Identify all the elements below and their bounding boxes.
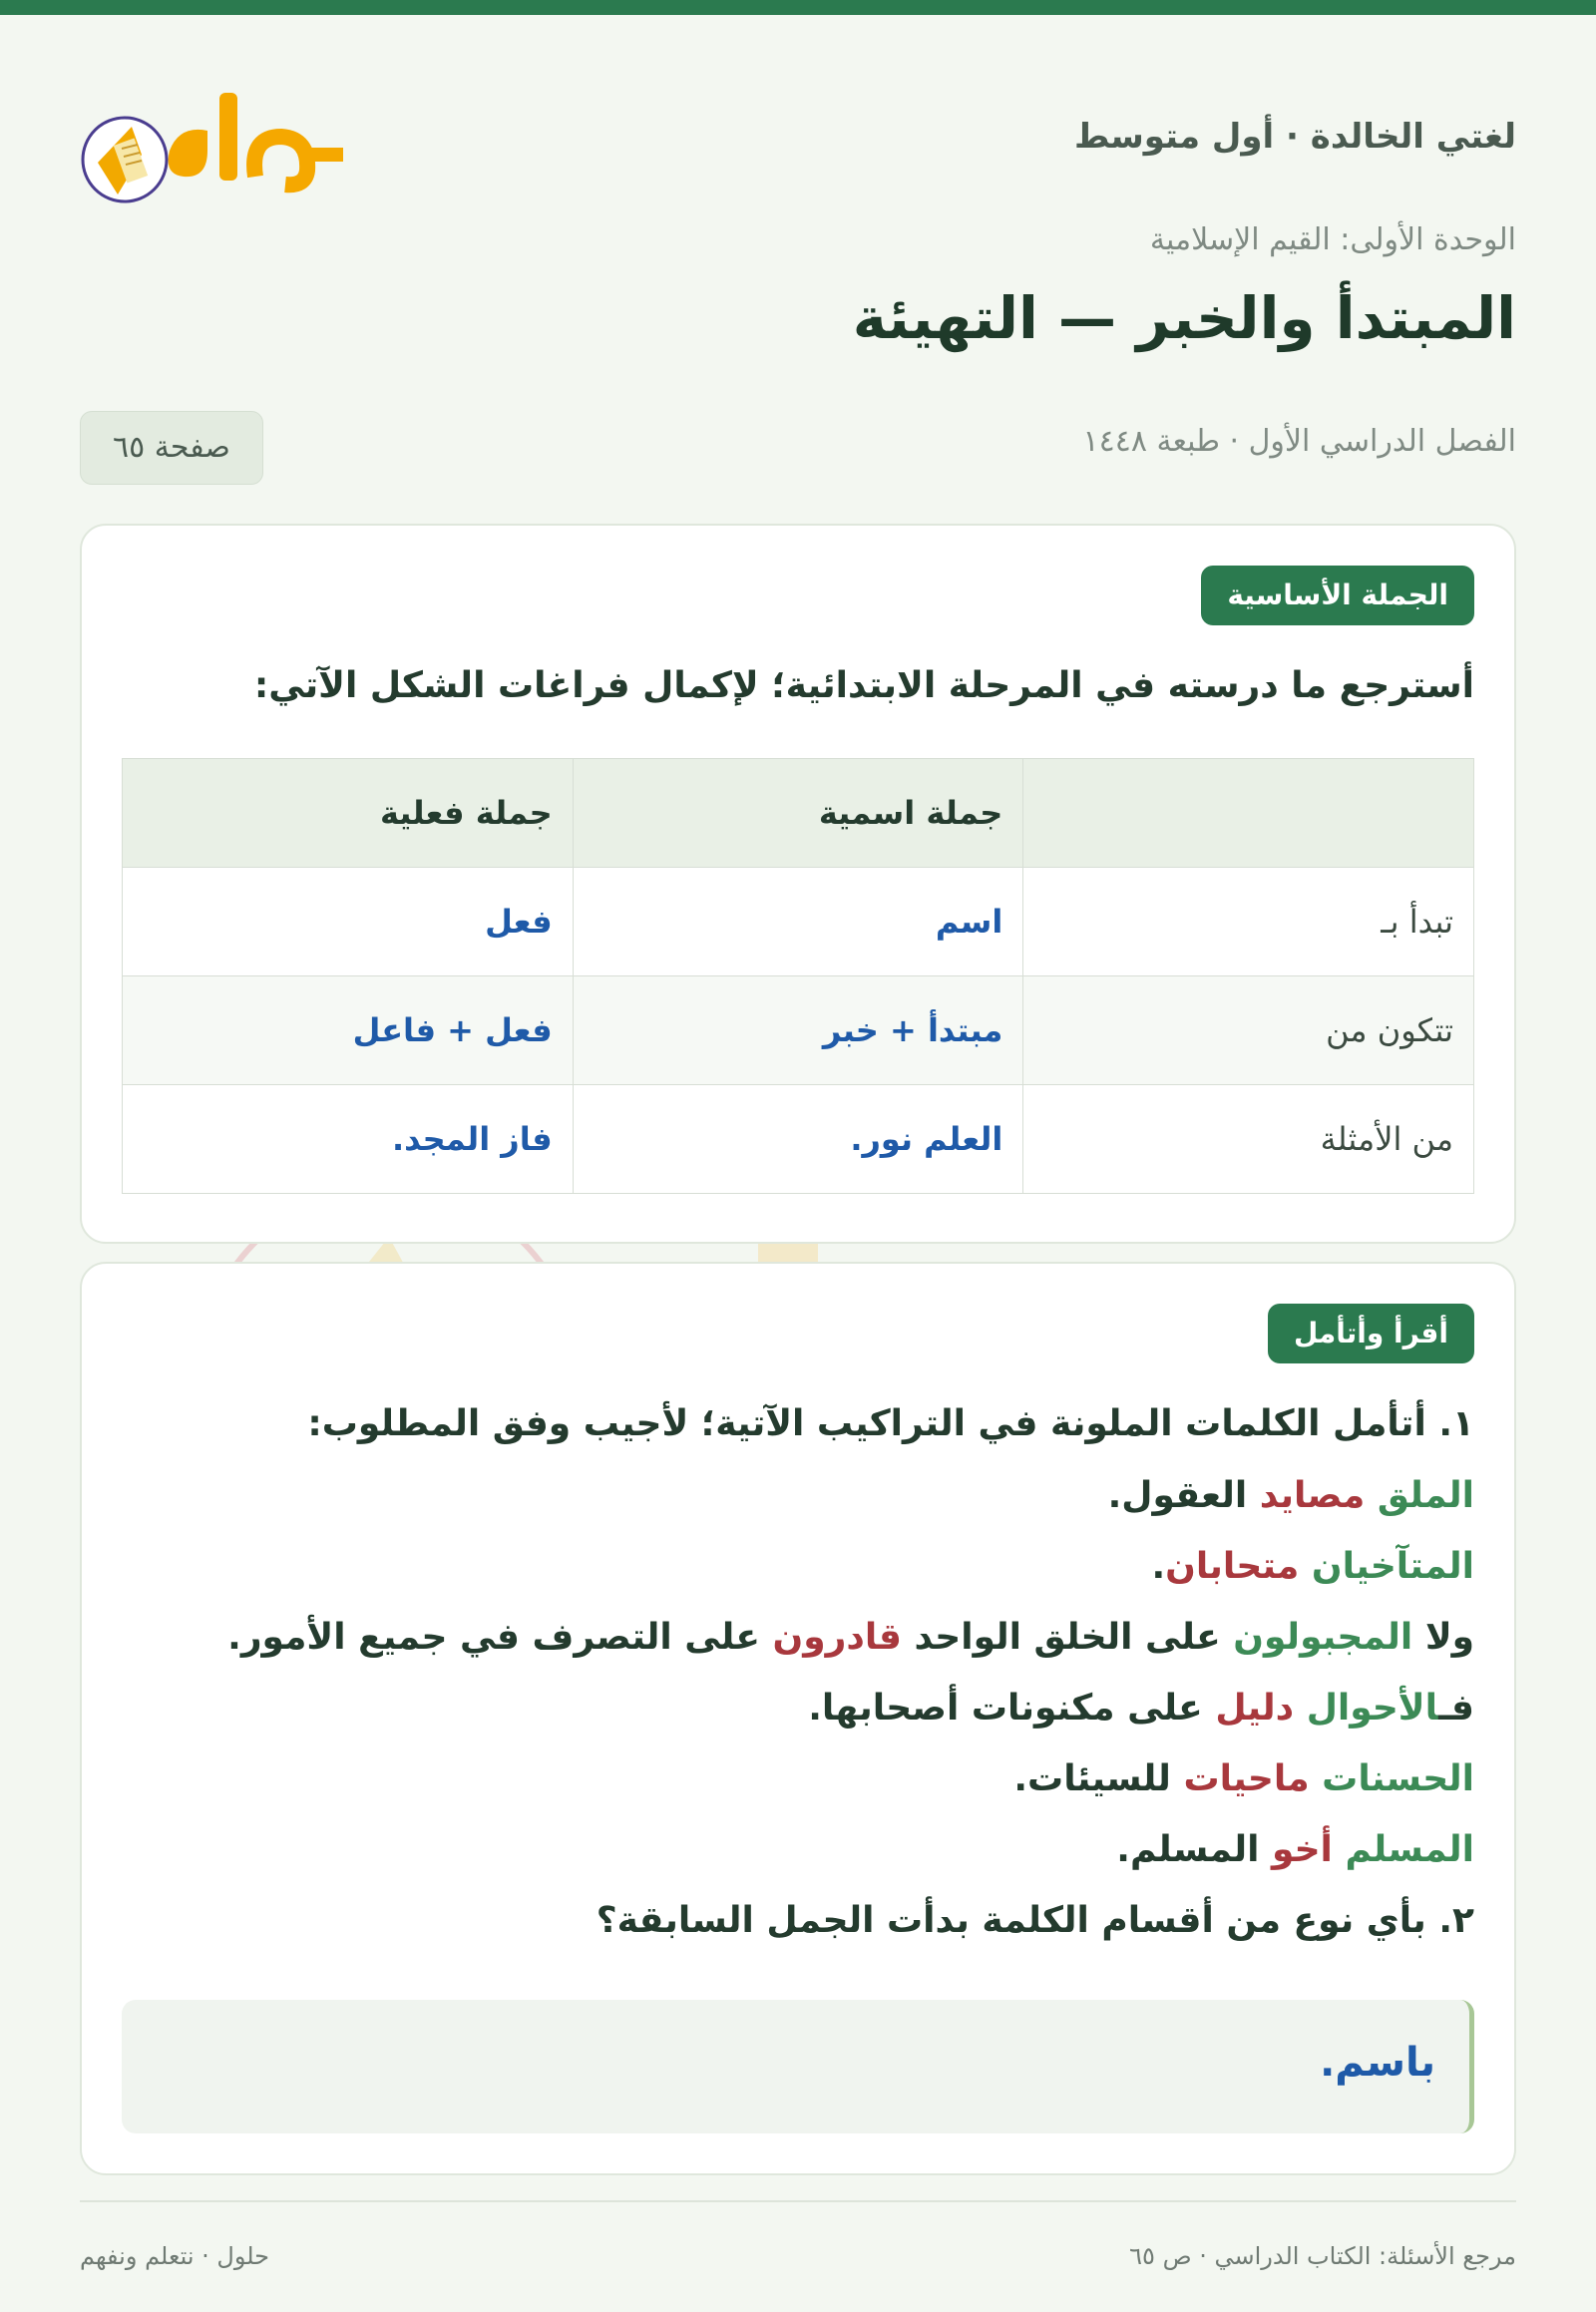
sentence-text: العقول. bbox=[1107, 1475, 1260, 1516]
sentence-types-table bbox=[122, 758, 1474, 1194]
basic-sentence-card bbox=[80, 524, 1516, 1244]
header bbox=[80, 75, 1516, 194]
example-sentence bbox=[1116, 1829, 1474, 1870]
sentence-text bbox=[1299, 1546, 1312, 1587]
sentence-text: . bbox=[1151, 1546, 1166, 1587]
highlight-subject: المتآخيان bbox=[1311, 1546, 1474, 1587]
page bbox=[80, 15, 1516, 2312]
highlight-subject: الحسنات bbox=[1322, 1758, 1474, 1799]
unit-label: الوحدة الأولى: القيم الإسلامية bbox=[1149, 222, 1516, 257]
highlight-predicate: مصايد bbox=[1259, 1475, 1366, 1516]
footer-reference: مرجع الأسئلة: الكتاب الدراسي · ص ٦٥ bbox=[1129, 2242, 1516, 2270]
highlight-subject: الأحوال bbox=[1306, 1688, 1439, 1729]
answer-cell: اسم bbox=[573, 868, 1023, 976]
read-and-reflect-card bbox=[80, 1262, 1516, 2175]
sentence-text bbox=[1365, 1475, 1378, 1516]
answer-cell: فاز المجد. bbox=[123, 1085, 574, 1194]
semester-meta: الفصل الدراسي الأول · طبعة ١٤٤٨ bbox=[1082, 424, 1516, 459]
table-header-cell: جملة فعلية bbox=[123, 759, 574, 868]
answer-cell: فعل bbox=[123, 868, 574, 976]
example-sentence bbox=[1151, 1546, 1474, 1587]
example-sentence bbox=[227, 1617, 1474, 1658]
row-label: تبدأ بـ bbox=[1023, 868, 1474, 976]
brand-logo[interactable] bbox=[80, 85, 359, 204]
table-row bbox=[123, 976, 1474, 1085]
answer-cell: مبتدأ + خبر bbox=[573, 976, 1023, 1085]
sentence-text bbox=[1333, 1829, 1346, 1870]
sentence-text: على مكنونات أصحابها. bbox=[808, 1688, 1216, 1729]
top-accent-bar bbox=[0, 0, 1596, 15]
sentence-text: المسلم. bbox=[1116, 1829, 1273, 1870]
lesson-title: المبتدأ والخبر — التهيئة bbox=[852, 284, 1516, 352]
highlight-subject: الملق bbox=[1377, 1475, 1474, 1516]
question-1: ١. أتأمل الكلمات الملونة في التراكيب الآتية؛ لأجيب وفق المطلوب: bbox=[307, 1403, 1474, 1444]
example-sentence bbox=[808, 1688, 1474, 1729]
highlight-predicate: ماحيات bbox=[1183, 1758, 1310, 1799]
highlight-subject: المجبولون bbox=[1233, 1617, 1413, 1658]
table-header-cell bbox=[1023, 759, 1474, 868]
footer-brand: حلول · نتعلم ونفهم bbox=[80, 2242, 269, 2270]
section-tag: الجملة الأساسية bbox=[1201, 566, 1474, 625]
answer-box bbox=[122, 2000, 1474, 2133]
answer-cell: العلم نور. bbox=[573, 1085, 1023, 1194]
table-row bbox=[123, 1085, 1474, 1194]
row-label: من الأمثلة bbox=[1023, 1085, 1474, 1194]
sentence-text: على التصرف في جميع الأمور. bbox=[227, 1617, 773, 1658]
example-sentence bbox=[1108, 1475, 1474, 1516]
section-tag: أقرأ وأتأمل bbox=[1268, 1304, 1474, 1363]
highlight-predicate: متحابان bbox=[1165, 1546, 1300, 1587]
highlight-subject: المسلم bbox=[1345, 1829, 1474, 1870]
table-row bbox=[123, 868, 1474, 976]
sentence-text: للسيئات. bbox=[1013, 1758, 1184, 1799]
table-header-row bbox=[123, 759, 1474, 868]
page-badge: صفحة ٦٥ bbox=[80, 411, 263, 485]
sentence-text: ولا bbox=[1412, 1617, 1474, 1658]
question-2: ٢. بأي نوع من أقسام الكلمة بدأت الجمل السابقة؟ bbox=[596, 1900, 1474, 1941]
row-label: تتكون من bbox=[1023, 976, 1474, 1085]
table-header-cell: جملة اسمية bbox=[573, 759, 1023, 868]
sentence-text bbox=[1310, 1758, 1323, 1799]
sentence-text: فـ bbox=[1438, 1688, 1474, 1729]
sentence-text: على الخلق الواحد bbox=[901, 1617, 1234, 1658]
logo-icon bbox=[80, 85, 359, 204]
answer-cell: فعل + فاعل bbox=[123, 976, 574, 1085]
book-title: لغتي الخالدة · أول متوسط bbox=[1073, 117, 1516, 157]
highlight-predicate: قادرون bbox=[772, 1617, 902, 1658]
answer-text: باسم. bbox=[1320, 2040, 1435, 2086]
example-sentence bbox=[1013, 1758, 1474, 1799]
highlight-predicate: دليل bbox=[1215, 1688, 1295, 1729]
footer-divider bbox=[80, 2200, 1516, 2202]
sentence-text bbox=[1294, 1688, 1307, 1729]
instruction-text: أسترجع ما درسته في المرحلة الابتدائية؛ لإكمال فراغات الشكل الآتي: bbox=[253, 665, 1474, 706]
highlight-predicate: أخو bbox=[1272, 1829, 1333, 1870]
